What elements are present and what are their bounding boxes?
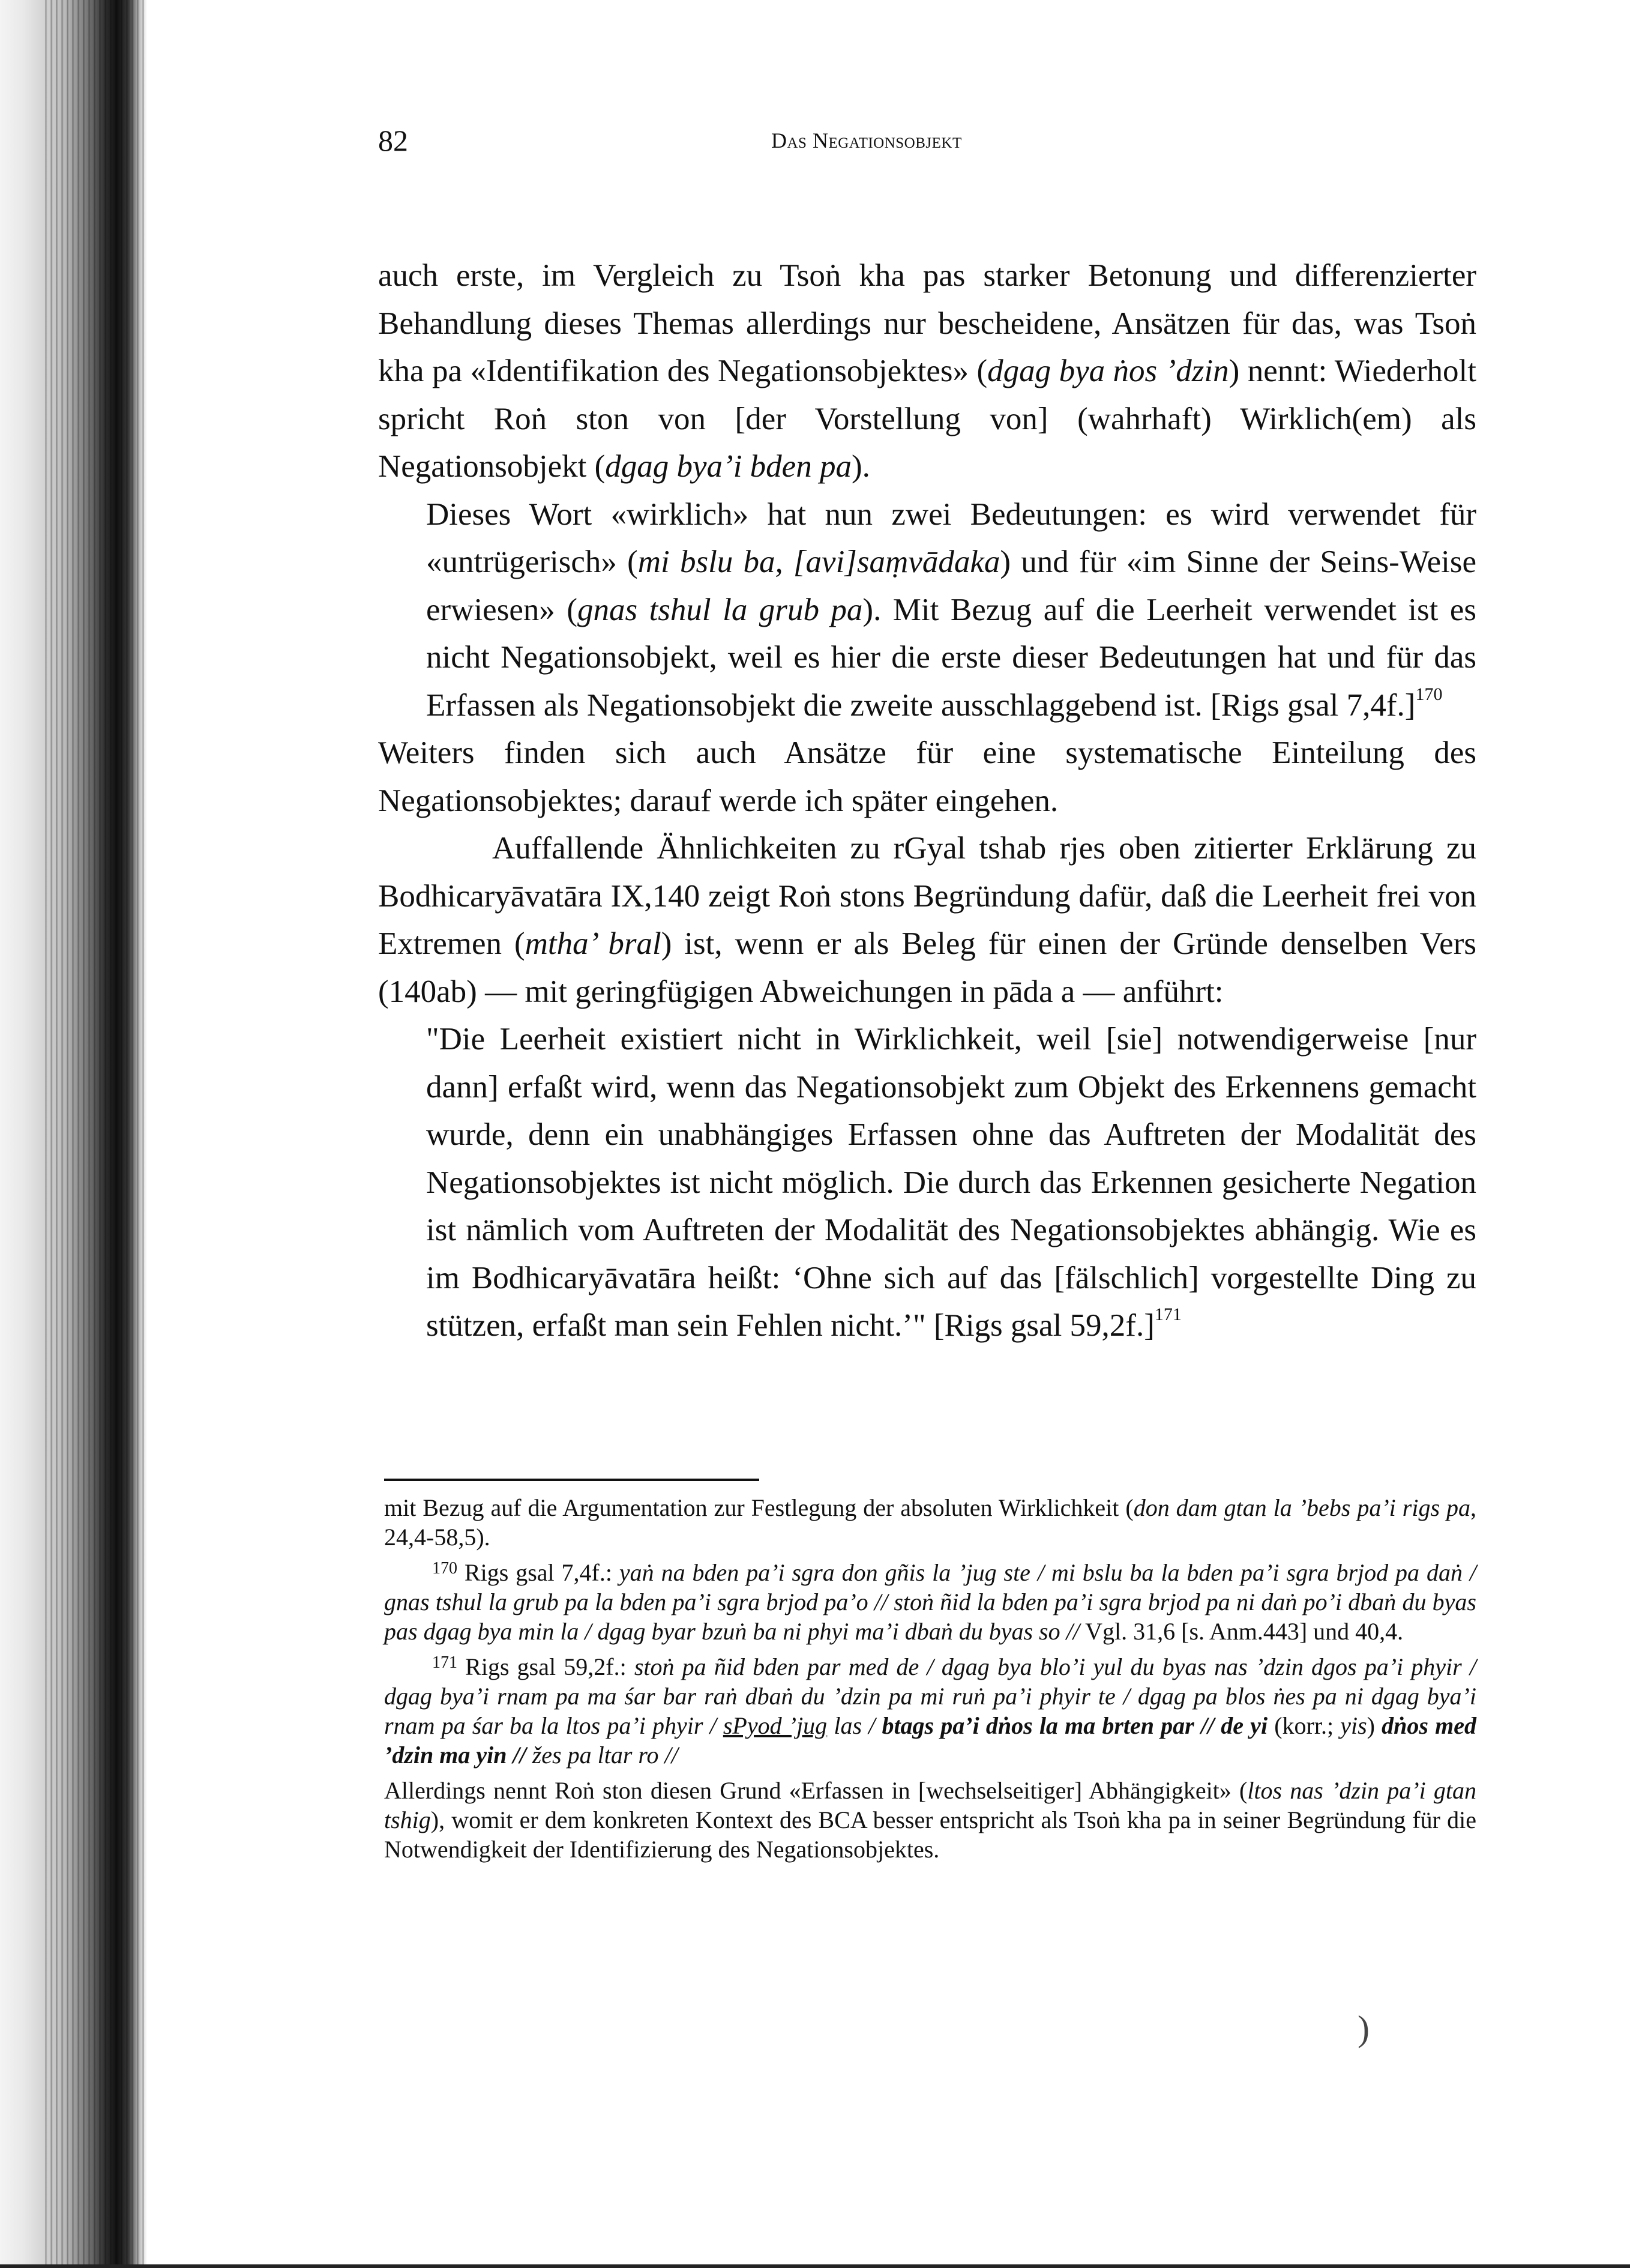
footnote-number: 170 [432, 1559, 457, 1578]
footnotes [384, 1493, 1476, 1870]
text-run: Allerdings nennt Roṅ ston diesen Grund «Erfassen in [wechselseitiger] Abhängigkeit» ( [384, 1777, 1248, 1804]
text-run: ). Mit Bezug auf die Leerheit verwendet ist es nicht Negationsobjekt, weil es hier die erste dieser Bedeutungen hat und für das Erfassen als Negationsobjekt die zweite ausschlaggebend ist. [Rigs gsal 7,4f.] [426, 592, 1476, 723]
tibetan-term: dgag bya ṅos ’dzin [987, 354, 1229, 388]
tibetan-term: mi bslu ba, [avi]saṃvādaka [637, 544, 1000, 579]
text-run: ) und für «im Sinne der Seins-Weise erwiesen» ( [426, 544, 1476, 627]
tibetan-term: don dam gtan la ’bebs pa’i rigs pa [1133, 1494, 1470, 1521]
text-run: ) nennt: Wiederholt spricht Roṅ ston von [der Vorstellung von] (wahrhaft) Wirklich(em) als Negationsobjekt ( [378, 354, 1476, 484]
block-quote-2 [426, 1016, 1476, 1350]
tibetan-title: sPyod ’jug [723, 1712, 828, 1739]
text-run: Dieses Wort «wirklich» hat nun zwei Bedeutungen: es wird verwendet für «untrügerisch» ( [426, 496, 1476, 579]
text-run: auch erste, im Vergleich zu Tsoṅ kha pas starker Betonung und differenzierter Behandlung dieses Themas allerdings nur bescheidene, Ansätzen für das, was Tsoṅ kha pa «Identifikation des Negationsobjektes» ( [378, 258, 1476, 388]
text-run: (korr.; [1268, 1712, 1341, 1739]
page-number: 82 [378, 124, 408, 157]
tibetan-term: mtha’ bral [525, 926, 661, 961]
footnote-170 [384, 1558, 1476, 1646]
tibetan-term: gnas tshul la grub pa [577, 592, 863, 627]
text-run: Rigs gsal 59,2f.: [457, 1653, 634, 1680]
footnote-ref-170: 170 [1415, 684, 1443, 704]
main-text [378, 252, 1476, 1350]
tibetan-quote: las / [827, 1712, 882, 1739]
text-run: Rigs gsal 7,4f.: [457, 1559, 619, 1586]
tibetan-term: yis [1340, 1712, 1367, 1739]
footnote-171-continuation [384, 1776, 1476, 1864]
tibetan-verse: btags pa’i dṅos la ma brten par // de yi [882, 1712, 1268, 1739]
text-run: Auffallende Ähnlichkeiten zu rGyal tshab rjes oben zitierter Erklärung zu Bodhicaryāvatāra IX,140 zeigt Roṅ stons Begründung dafür, daß die Leerheit frei von Extremen ( [378, 831, 1476, 961]
text-run: "Die Leerheit existiert nicht in Wirklichkeit, weil [sie] notwendigerweise [nur dann] erfaßt wird, wenn das Negationsobjekt zum Objekt des Erkennens gemacht wurde, denn ein unabhängiges Erfassen ohne das Auftreten der Modalität des Negationsobjektes ist nicht möglich. Die durch das Erkennen gesicherte Negation ist nämlich vom Auftreten der Modalität des Negationsobjektes abhängig. Wie es im Bodhicaryāvatāra heißt: ‘Ohne sich auf das [fälschlich] vorgestellte Ding zu stützen, erfaßt man sein Fehlen nicht.’" [Rigs gsal 59,2f.] [426, 1022, 1476, 1343]
tibetan-term: dgag bya’i bden pa [605, 449, 852, 484]
text-run: , 24,4-58,5). [384, 1494, 1476, 1551]
text-run: ) ist, wenn er als Beleg für einen der Gründe denselben Vers (140ab) — mit geringfügigen Abweichungen in pāda a — anführt: [378, 926, 1476, 1009]
paragraph-2: Weiters finden sich auch Ansätze für eine systematische Einteilung des Negationsobjektes; darauf werde ich später eingehen. [378, 735, 1476, 818]
paragraph-1 [378, 252, 1476, 491]
footnote-separator [384, 1479, 759, 1481]
tibetan-quote: žes pa ltar ro // [526, 1742, 678, 1769]
text-run: mit Bezug auf die Argumentation zur Festlegung der absoluten Wirklichkeit ( [384, 1494, 1134, 1521]
footnote-continuation [384, 1493, 1476, 1552]
footnote-number: 171 [432, 1653, 457, 1672]
margin-mark: ) [1358, 2009, 1370, 2048]
footnote-171 [384, 1652, 1476, 1770]
text-run: Vgl. 31,6 [s. Anm.443] und 40,4. [1079, 1618, 1404, 1645]
footnote-ref-171: 171 [1154, 1304, 1182, 1324]
running-header [378, 123, 1488, 165]
text-run: ) [1367, 1712, 1382, 1739]
tibetan-term: ltos nas ’dzin pa’i gtan tshig [384, 1777, 1476, 1833]
scan-bottom-edge [0, 2264, 1630, 2268]
tibetan-verse: dṅos med ’dzin ma yin // [384, 1712, 1476, 1769]
tibetan-quote: stoṅ pa ñid bden par med de / dgag bya blo’i yul du byas nas ’dzin dgos pa’i phyir / dgag bya’i rnam pa ma śar bar raṅ dbaṅ du ’dzin pa mi ruṅ pa’i phyir te / dgag pa blos ṅes pa ni dgag bya’i rnam pa śar ba la ltos pa’i phyir / [384, 1653, 1476, 1739]
tibetan-quote: yaṅ na bden pa’i sgra don gñis la ’jug ste / mi bslu ba la bden pa’i sgra brjod pa daṅ / gnas tshul la grub pa la bden pa’i sgra brjod pa’o // stoṅ ñid la bden pa’i sgra brjod pa ni daṅ po’i dbaṅ du byas pas dgag bya min la / dgag byar bzuṅ ba ni phyi ma’i dbaṅ du byas so // [384, 1559, 1476, 1645]
text-run: ). [851, 449, 870, 484]
scan-binding-lines [42, 0, 144, 2268]
text-run: ), womit er dem konkreten Kontext des BCA besser entspricht als Tsoṅ kha pa in seiner Begründung für die Notwendigkeit der Identifizierung des Negationsobjektes. [384, 1806, 1476, 1863]
paragraph-3 [378, 825, 1476, 1016]
block-quote-1 [426, 491, 1476, 730]
running-title: Das Negationsobjekt [771, 128, 962, 152]
